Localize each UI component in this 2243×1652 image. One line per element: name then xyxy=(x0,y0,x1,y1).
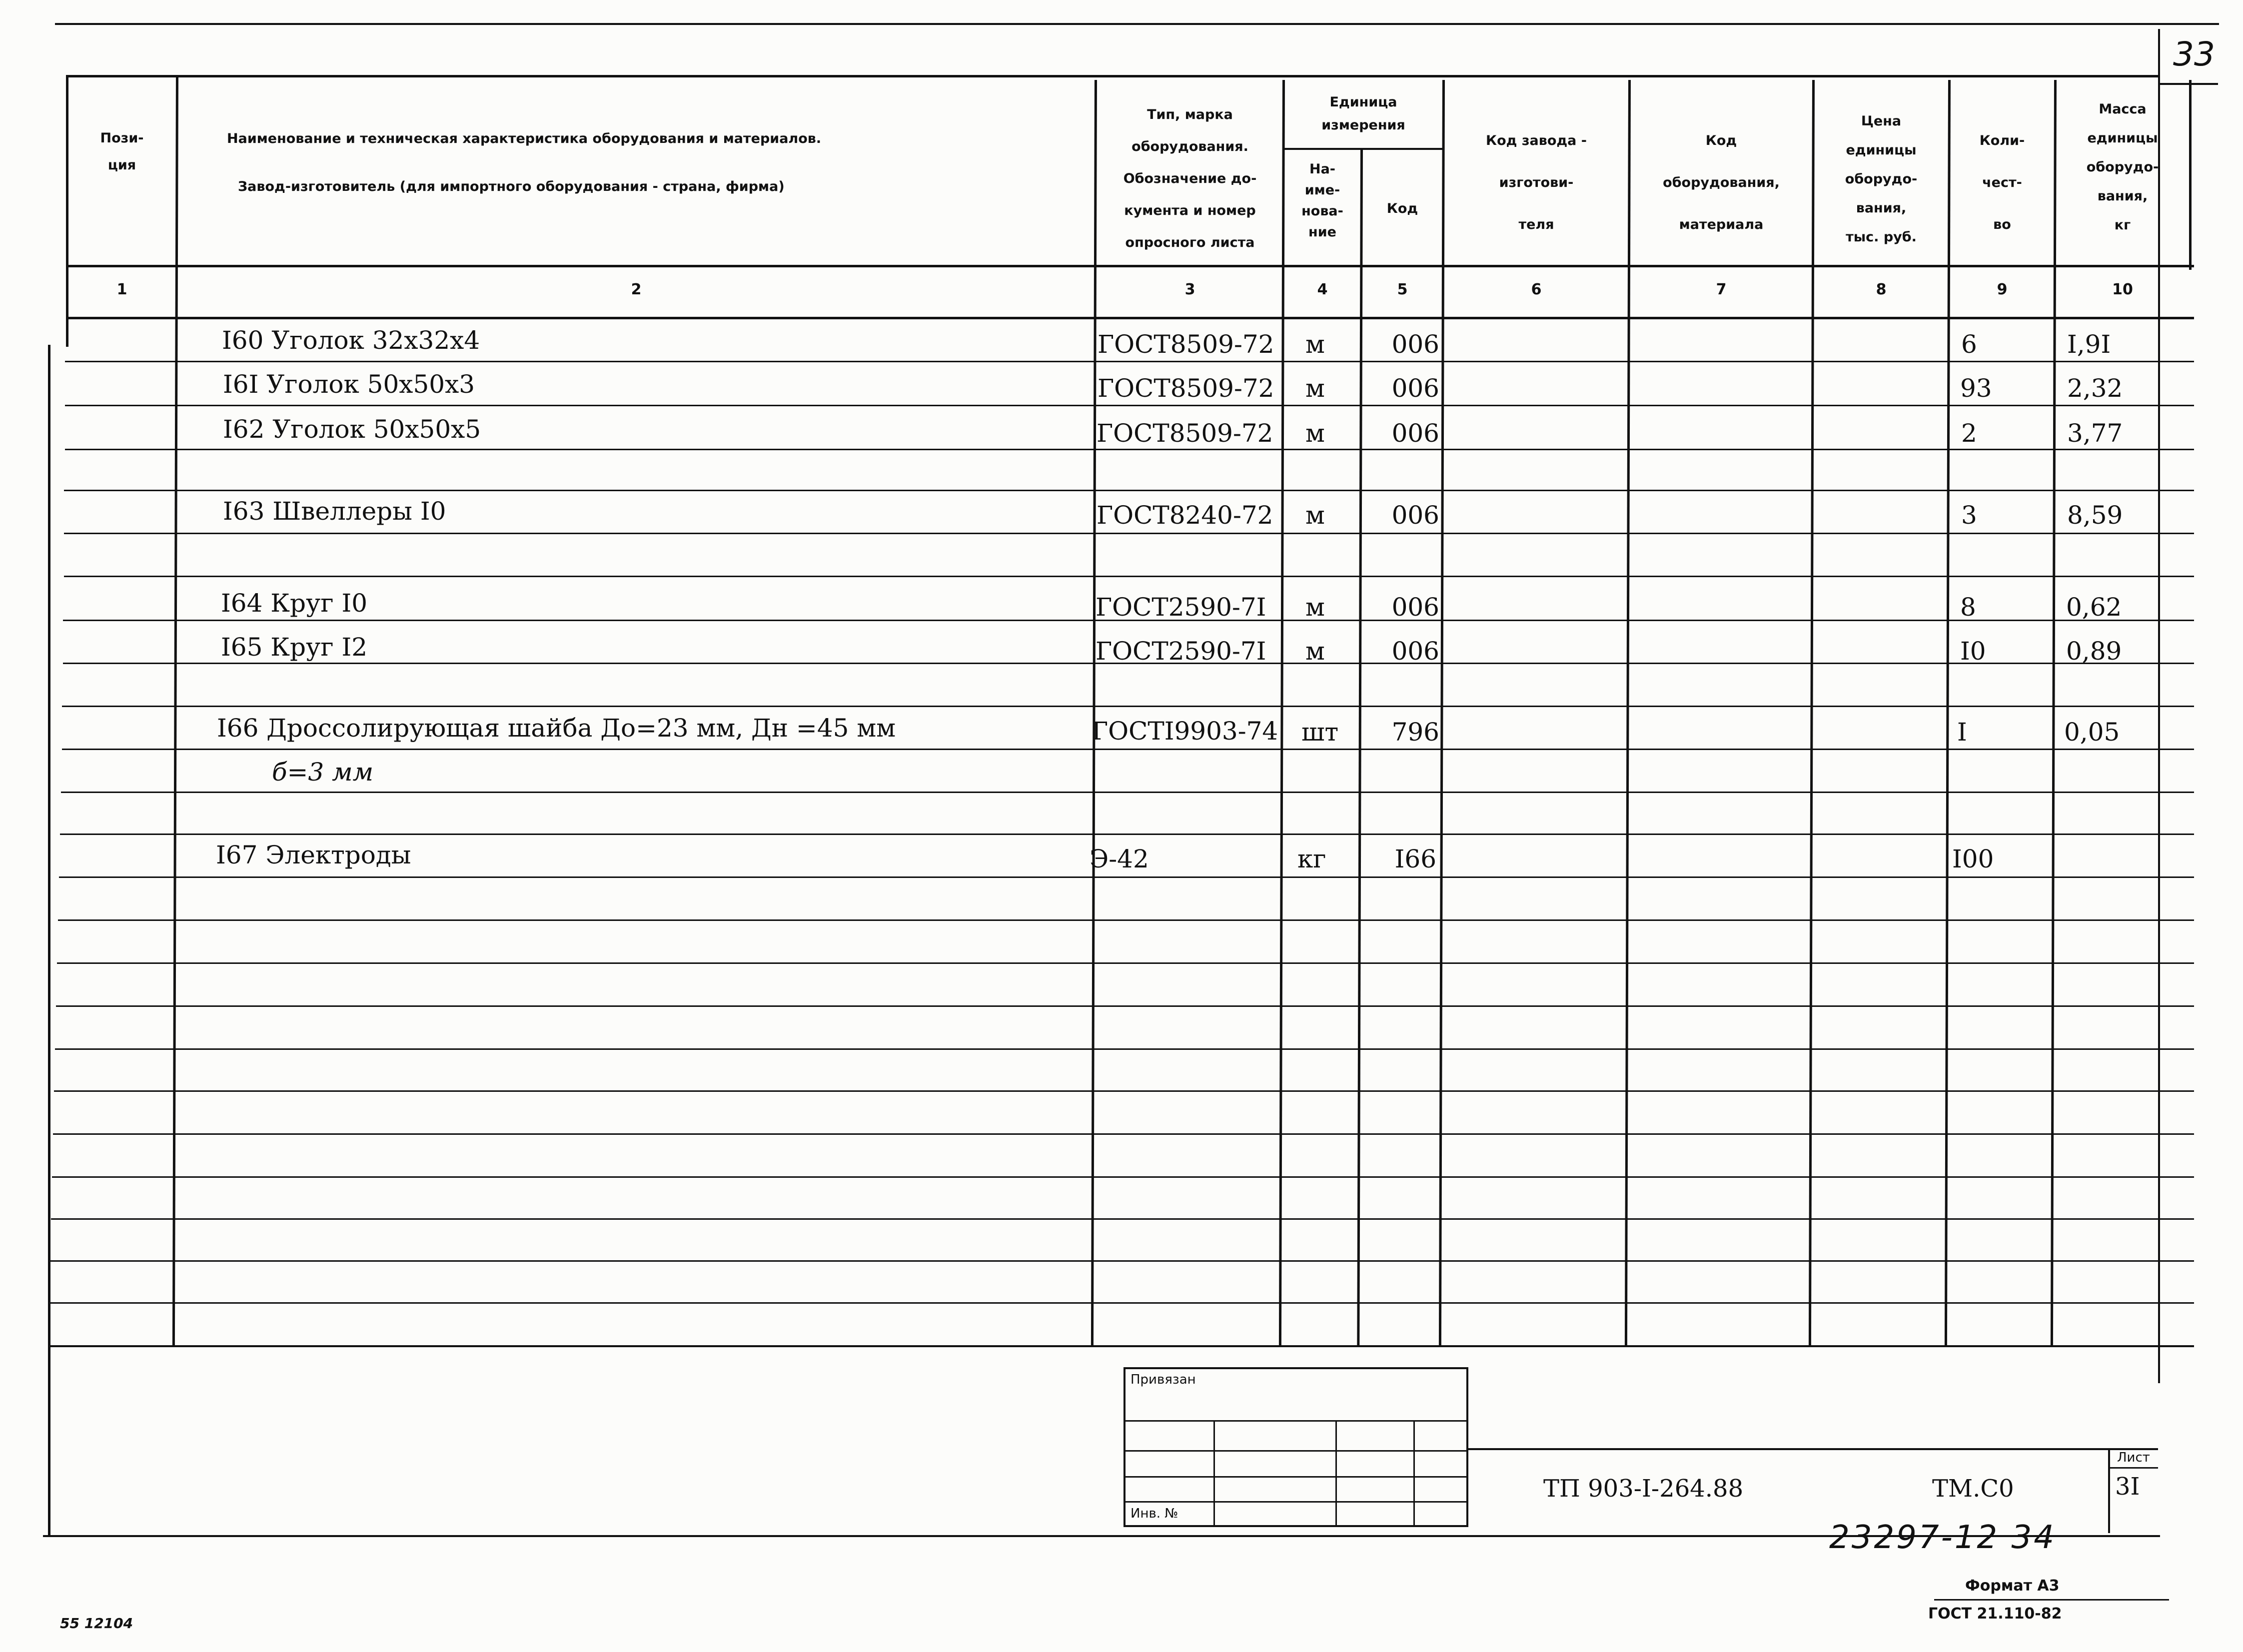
page-number-box-bottom xyxy=(2158,83,2218,85)
item-document: ГОСТ8509-72 xyxy=(1097,419,1273,448)
page-number: 33 xyxy=(2173,35,2215,73)
item-name: I62 Уголок 50х50х5 xyxy=(223,415,481,444)
column-number: 10 xyxy=(2112,281,2133,298)
item-quantity: 93 xyxy=(1960,374,1992,403)
sheet-box-mid xyxy=(2108,1467,2158,1469)
item-name: I67 Электроды xyxy=(216,840,411,869)
row-line xyxy=(62,706,2194,707)
item-document: ГОСТ8509-72 xyxy=(1098,330,1274,359)
header-unit-name: На- име- нова- ние xyxy=(1301,161,1343,240)
item-mass: 2,32 xyxy=(2067,374,2123,403)
item-unit-code: 006 xyxy=(1391,330,1439,359)
item-unit-code: I66 xyxy=(1394,844,1436,873)
row-line xyxy=(64,490,2194,491)
item-name: I6I Уголок 50х50х3 xyxy=(223,370,475,399)
col-line xyxy=(1625,80,1631,1346)
numbers-bottom-line xyxy=(66,317,2194,319)
stamp-line xyxy=(1123,1501,1468,1503)
item-quantity: I00 xyxy=(1952,844,1994,873)
document-code: ТП 903-I-264.88 xyxy=(1543,1475,1744,1503)
header-equipment-code: Код оборудования, материала xyxy=(1663,133,1780,232)
item-quantity: 2 xyxy=(1961,419,1977,448)
item-unit: м xyxy=(1305,637,1325,666)
item-name: I65 Круг I2 xyxy=(221,633,368,662)
col-line xyxy=(1279,80,1285,1346)
column-number: 4 xyxy=(1317,281,1328,298)
row-line xyxy=(57,962,2194,964)
col-line xyxy=(48,345,50,1536)
header-unit-group: Единица измерения xyxy=(1321,94,1405,133)
row-line xyxy=(61,792,2194,793)
archive-number: 23297-12 34 xyxy=(1829,1519,2056,1556)
inv-no-label: Инв. № xyxy=(1130,1506,1178,1521)
sheet-box-left xyxy=(2108,1448,2110,1533)
item-unit-code: 796 xyxy=(1391,718,1439,747)
item-unit: м xyxy=(1305,501,1325,530)
header-name-line1: Наименование и техническая характеристика оборудования и материалов. xyxy=(227,131,822,146)
stamp-line xyxy=(1123,1476,1468,1478)
column-number: 6 xyxy=(1531,281,1542,298)
column-number: 2 xyxy=(631,281,642,298)
header-type-mark: Тип, марка оборудования. Обозначение до- кумента и номер опросного листа xyxy=(1123,107,1257,250)
unit-group-line xyxy=(1284,148,1443,150)
privyazan-box xyxy=(1123,1367,1468,1527)
item-mass: 0,62 xyxy=(2066,593,2122,622)
item-mass: 0,89 xyxy=(2066,637,2122,666)
row-line xyxy=(62,749,2194,750)
item-quantity: 8 xyxy=(1960,593,1976,622)
item-document: ГОСТ8240-72 xyxy=(1097,501,1273,530)
stamp-vline xyxy=(1413,1420,1415,1527)
title-block-line xyxy=(1468,1448,2158,1450)
row-line xyxy=(52,1176,2194,1178)
col-line xyxy=(2051,80,2057,1346)
row-line xyxy=(59,876,2194,878)
item-document: ГОСТI9903-74 xyxy=(1092,717,1278,746)
table-bottom-line xyxy=(48,1345,2194,1347)
album-code: ТМ.С0 xyxy=(1932,1475,2014,1503)
sheet-label: Лист xyxy=(2117,1450,2150,1465)
format-label: Формат А3 xyxy=(1965,1577,2060,1595)
item-name: I66 Дроссолирующая шайба До=23 мм, Дн =45 мм xyxy=(217,714,896,743)
stamp-line xyxy=(1123,1420,1468,1422)
row-line xyxy=(53,1133,2194,1135)
row-line xyxy=(55,1048,2194,1050)
item-unit: кг xyxy=(1297,844,1326,873)
item-unit-code: 006 xyxy=(1391,419,1439,448)
item-unit-code: 006 xyxy=(1391,374,1439,403)
item-quantity: 6 xyxy=(1961,330,1977,359)
sheet-number: 3I xyxy=(2115,1473,2140,1501)
item-unit: м xyxy=(1305,593,1325,622)
header-factory-code: Код завода - изготови- теля xyxy=(1486,133,1587,232)
col-line xyxy=(66,75,68,347)
header-unit-mass: Масса единицы оборудо- вания, кг xyxy=(2086,101,2159,233)
item-document: ГОСТ8509-72 xyxy=(1098,374,1274,403)
item-name: I64 Круг I0 xyxy=(221,589,368,618)
row-line xyxy=(49,1302,2194,1304)
row-line xyxy=(60,833,2194,835)
item-mass: I,9I xyxy=(2067,330,2111,359)
header-unit-price: Цена единицы оборудо- вания, тыс. руб. xyxy=(1845,113,1918,245)
column-number: 8 xyxy=(1876,281,1887,298)
item-quantity: I xyxy=(1957,718,1967,747)
item-name: I63 Швеллеры I0 xyxy=(223,497,446,526)
stamp-vline xyxy=(1335,1420,1337,1527)
item-document: ГОСТ2590-7I xyxy=(1096,593,1266,622)
page-number-box-left xyxy=(2158,29,2160,84)
gost-label: ГОСТ 21.110-82 xyxy=(1928,1605,2062,1623)
header-position: Пози- ция xyxy=(100,130,144,173)
item-quantity: I0 xyxy=(1960,637,1986,666)
item-unit: м xyxy=(1305,330,1325,359)
col-line xyxy=(1439,80,1445,1346)
column-number: 9 xyxy=(1997,281,2008,298)
item-unit-code: 006 xyxy=(1391,637,1439,666)
row-line xyxy=(64,576,2194,577)
item-document: ГОСТ2590-7I xyxy=(1096,637,1266,666)
footer-line xyxy=(1934,1599,2169,1601)
stamp-line xyxy=(1123,1450,1468,1452)
row-line xyxy=(54,1090,2194,1092)
col-line xyxy=(1809,80,1815,1346)
stamp-vline xyxy=(1213,1420,1215,1527)
item-name: I60 Уголок 32х32х4 xyxy=(222,326,480,355)
item-unit: м xyxy=(1305,374,1325,403)
row-line xyxy=(56,1005,2194,1007)
col-line xyxy=(2189,80,2192,270)
item-name-continuation: б=3 мм xyxy=(272,758,374,787)
table-top-line xyxy=(66,75,2158,77)
column-number: 1 xyxy=(116,281,127,298)
item-unit-code: 006 xyxy=(1391,593,1439,622)
print-code: 55 12104 xyxy=(60,1615,133,1632)
row-line xyxy=(64,533,2194,534)
privyazan-label: Привязан xyxy=(1130,1372,1196,1387)
item-unit: шт xyxy=(1301,718,1339,747)
item-mass: 8,59 xyxy=(2067,501,2123,530)
item-mass: 3,77 xyxy=(2067,419,2123,448)
header-unit-code: Код xyxy=(1386,201,1418,216)
col-line xyxy=(1945,80,1951,1346)
header-quantity: Коли- чест- во xyxy=(1979,133,2025,232)
item-mass: 0,05 xyxy=(2064,718,2120,747)
top-border-line xyxy=(55,23,2219,25)
row-line xyxy=(58,919,2194,921)
col-line xyxy=(1091,80,1097,1346)
header-bottom-line xyxy=(66,265,2194,267)
column-number: 7 xyxy=(1716,281,1727,298)
row-line xyxy=(51,1218,2194,1220)
row-line xyxy=(50,1260,2194,1262)
column-number: 3 xyxy=(1184,281,1195,298)
header-name-line2: Завод-изготовитель (для импортного оборудования - страна, фирма) xyxy=(238,179,785,194)
item-unit-code: 006 xyxy=(1391,501,1439,530)
column-number: 5 xyxy=(1397,281,1408,298)
item-quantity: 3 xyxy=(1961,501,1977,530)
item-document: Э-42 xyxy=(1090,844,1149,873)
item-unit: м xyxy=(1305,419,1325,448)
